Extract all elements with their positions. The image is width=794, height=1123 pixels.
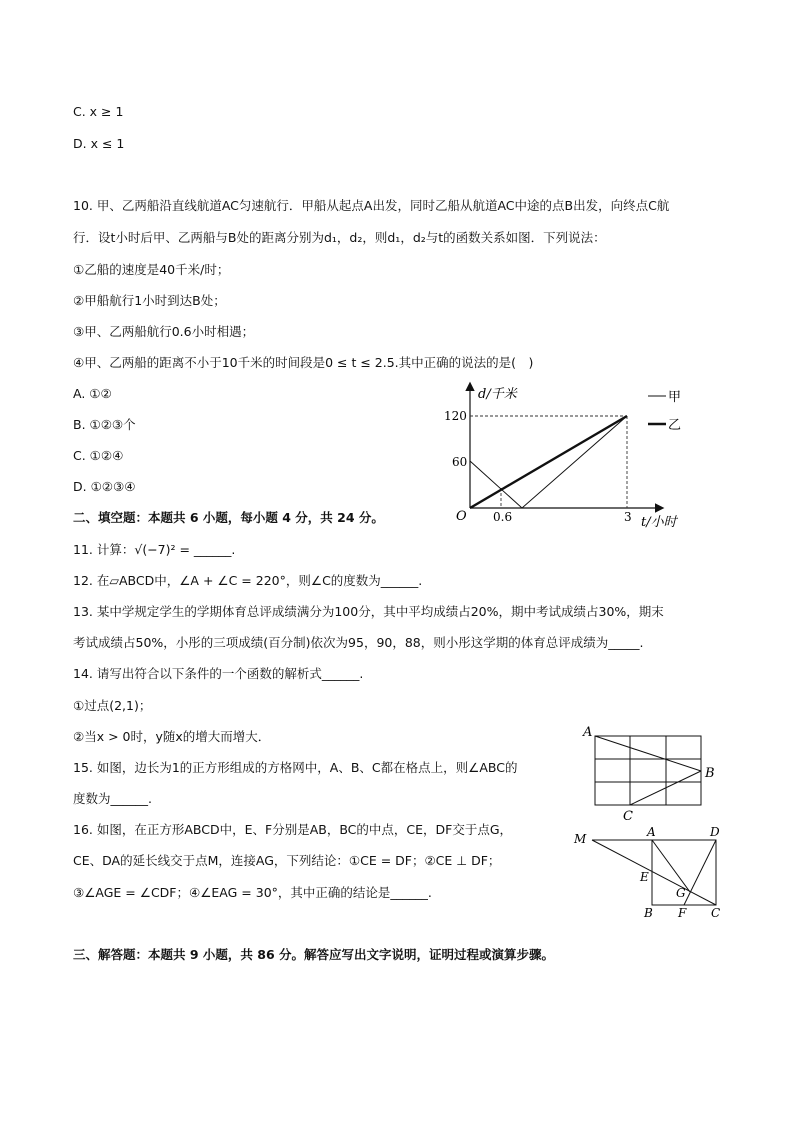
q15-grid-figure [578,722,728,824]
segment-ab [595,736,701,771]
q12-text: 12. 在▱ABCD中，∠A + ∠C = 220°，则∠C的度数为______. [73,573,423,588]
segment-df [684,840,716,905]
tick-label-3: 3 [624,510,632,524]
origin-label: O [456,509,467,524]
section-2-heading: 二、填空题：本题共 6 小题，每小题 4 分，共 24 分。 [73,510,384,525]
point-c-label: C [711,906,721,920]
line-yi [470,416,627,508]
q14-condition-1: ①过点(2,1)； [73,698,152,713]
q10-option-c: C. ①②④ [73,448,124,463]
q14-condition-2: ②当x > 0时，y随x的增大而增大． [73,729,271,744]
point-e-label: E [640,870,649,884]
q10-stem-line2: 行．设t小时后甲、乙两船与B处的距离分别为d₁，d₂，则d₁，d₂与t的函数关系如图．下列说法： [73,230,606,245]
point-a-label: A [583,725,593,740]
point-f-label: F [678,906,687,920]
q10-option-d: D. ①②③④ [73,479,136,494]
q16-line3: ③∠AGE = ∠CDF；④∠EAG = 30°，其中正确的结论是______. [73,885,432,900]
q13-line2: 考试成绩占50%，小彤的三项成绩(百分制)依次为95，90，88，则小彤这学期的体育总评成绩为_____. [73,635,644,650]
point-b-label: B [644,906,653,920]
q11-text: 11. 计算：√(−7)² = ______. [73,542,236,557]
point-m-label: M [574,832,587,846]
q10-statement-1: ①乙船的速度是40千米/时； [73,262,230,277]
q15-line2: 度数为______. [73,791,152,806]
q10-statement-3: ③甲、乙两船航行0.6小时相遇； [73,324,255,339]
section-3-heading: 三、解答题：本题共 9 小题，共 86 分。解答应写出文字说明，证明过程或演算步骤。 [73,947,555,962]
q16-square-figure [568,822,728,922]
q10-stem-line1: 10. 甲、乙两船沿直线航道AC匀速航行．甲船从起点A出发，同时乙船从航道AC中途的点B出发，向终点C航 [73,198,670,213]
legend-jia-label: 甲 [668,390,682,405]
q15-line1: 15. 如图，边长为1的正方形组成的方格网中，A、B、C都在格点上，则∠ABC的 [73,760,518,775]
point-g-label: G [676,886,686,900]
q9-option-c: C. x ≥ 1 [73,104,124,119]
point-a-label: A [647,825,656,839]
point-c-label: C [623,809,633,824]
q13-line1: 13. 某中学规定学生的学期体育总评成绩满分为100分，其中平均成绩占20%，期中考试成绩占30%，期末 [73,604,664,619]
x-axis-label: t/小时 [641,515,677,530]
y-axis-label: d/千米 [478,387,517,402]
q10-option-a: A. ①② [73,386,112,401]
tick-label-120: 120 [444,409,467,423]
segment-ag [652,840,690,892]
q10-graph [440,378,700,530]
q14-line1: 14. 请写出符合以下条件的一个函数的解析式______. [73,666,364,681]
q16-line2: CE、DA的延长线交于点M，连接AG，下列结论：①CE = DF；②CE ⊥ DF； [73,853,501,868]
legend-yi-label: 乙 [668,418,682,433]
grid-border [595,736,701,805]
q9-option-d: D. x ≤ 1 [73,136,125,151]
point-b-label: B [705,766,715,781]
q16-line1: 16. 如图，在正方形ABCD中，E、F分别是AB，BC的中点，CE，DF交于点G， [73,822,513,837]
tick-label-0.6: 0.6 [493,510,513,524]
q10-statement-2: ②甲船航行1小时到达B处； [73,293,226,308]
q10-option-b: B. ①②③个 [73,417,136,432]
point-d-label: D [710,825,720,839]
q10-statement-4: ④甲、乙两船的距离不小于10千米的时间段是0 ≤ t ≤ 2.5.其中正确的说法的是( ) [73,355,534,370]
tick-label-60: 60 [452,455,468,469]
segment-mc [592,840,716,905]
